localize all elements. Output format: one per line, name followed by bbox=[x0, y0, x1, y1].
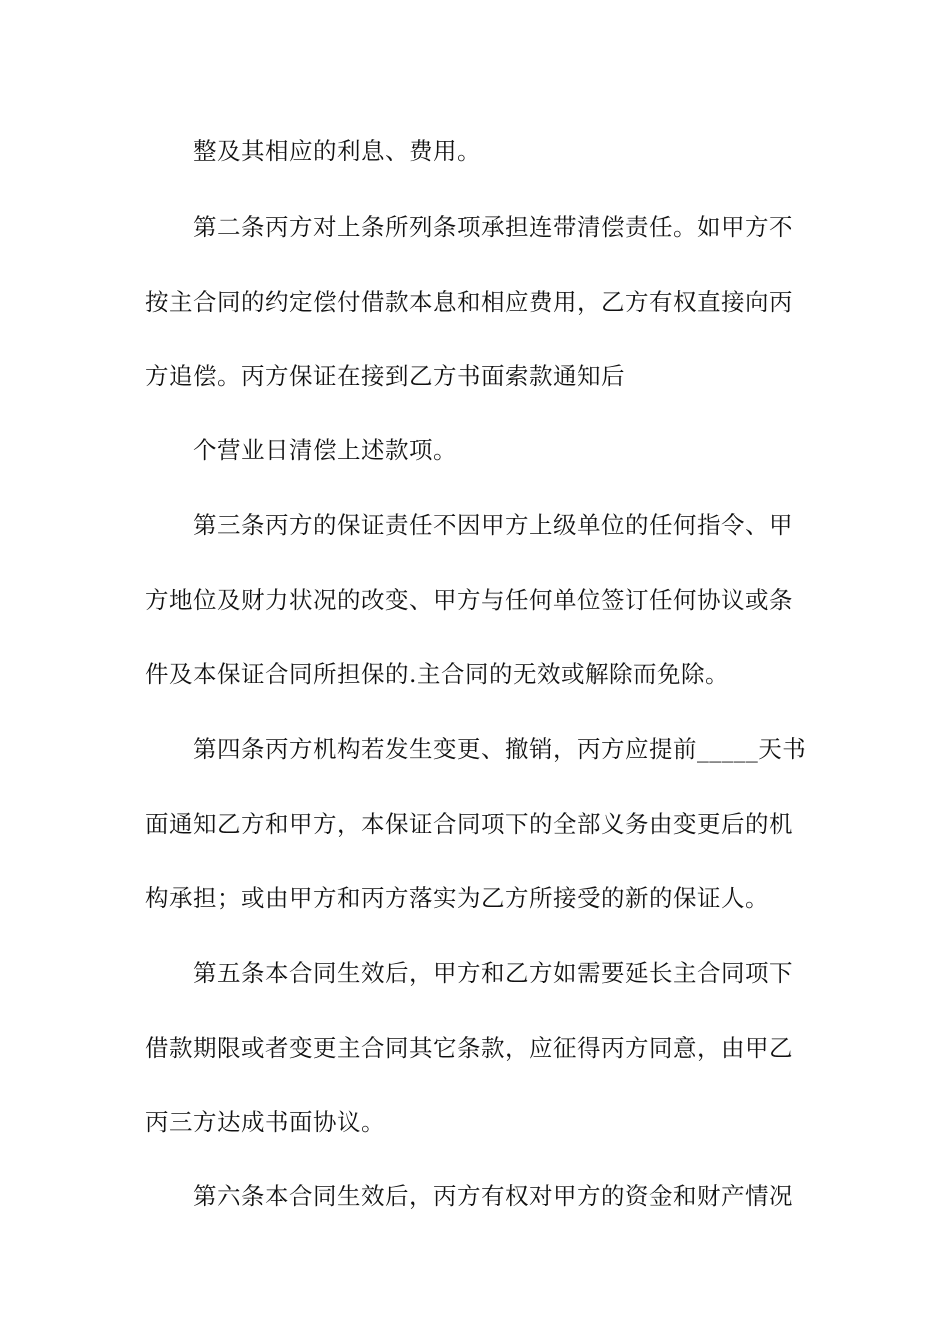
text-line: 方地位及财力状况的改变、甲方与任何单位签订任何协议或条 bbox=[145, 586, 793, 614]
text-line: 按主合同的约定偿付借款本息和相应费用，乙方有权直接向丙 bbox=[145, 288, 793, 316]
text-line: 个营业日清偿上述款项。 bbox=[193, 436, 457, 464]
text-line: 丙三方达成书面协议。 bbox=[145, 1108, 385, 1136]
text-line: 借款期限或者变更主合同其它条款，应征得丙方同意，由甲乙 bbox=[145, 1034, 793, 1062]
text-line: 构承担；或由甲方和丙方落实为乙方所接受的新的保证人。 bbox=[145, 884, 769, 912]
text-line: 第二条丙方对上条所列条项承担连带清偿责任。如甲方不 bbox=[193, 213, 793, 241]
text-line: 整及其相应的利息、费用。 bbox=[193, 137, 481, 165]
text-line: 第四条丙方机构若发生变更、撤销，丙方应提前_____天书 bbox=[193, 735, 807, 763]
text-line: 方追偿。丙方保证在接到乙方书面索款通知后 bbox=[145, 362, 625, 390]
text-line: 面通知乙方和甲方，本保证合同项下的全部义务由变更后的机 bbox=[145, 810, 793, 838]
text-line: 第六条本合同生效后，丙方有权对甲方的资金和财产情况 bbox=[193, 1182, 793, 1210]
text-line: 第五条本合同生效后，甲方和乙方如需要延长主合同项下 bbox=[193, 959, 793, 987]
text-line: 件及本保证合同所担保的.主合同的无效或解除而免除。 bbox=[145, 660, 729, 688]
text-line: 第三条丙方的保证责任不因甲方上级单位的任何指令、甲 bbox=[193, 511, 793, 539]
